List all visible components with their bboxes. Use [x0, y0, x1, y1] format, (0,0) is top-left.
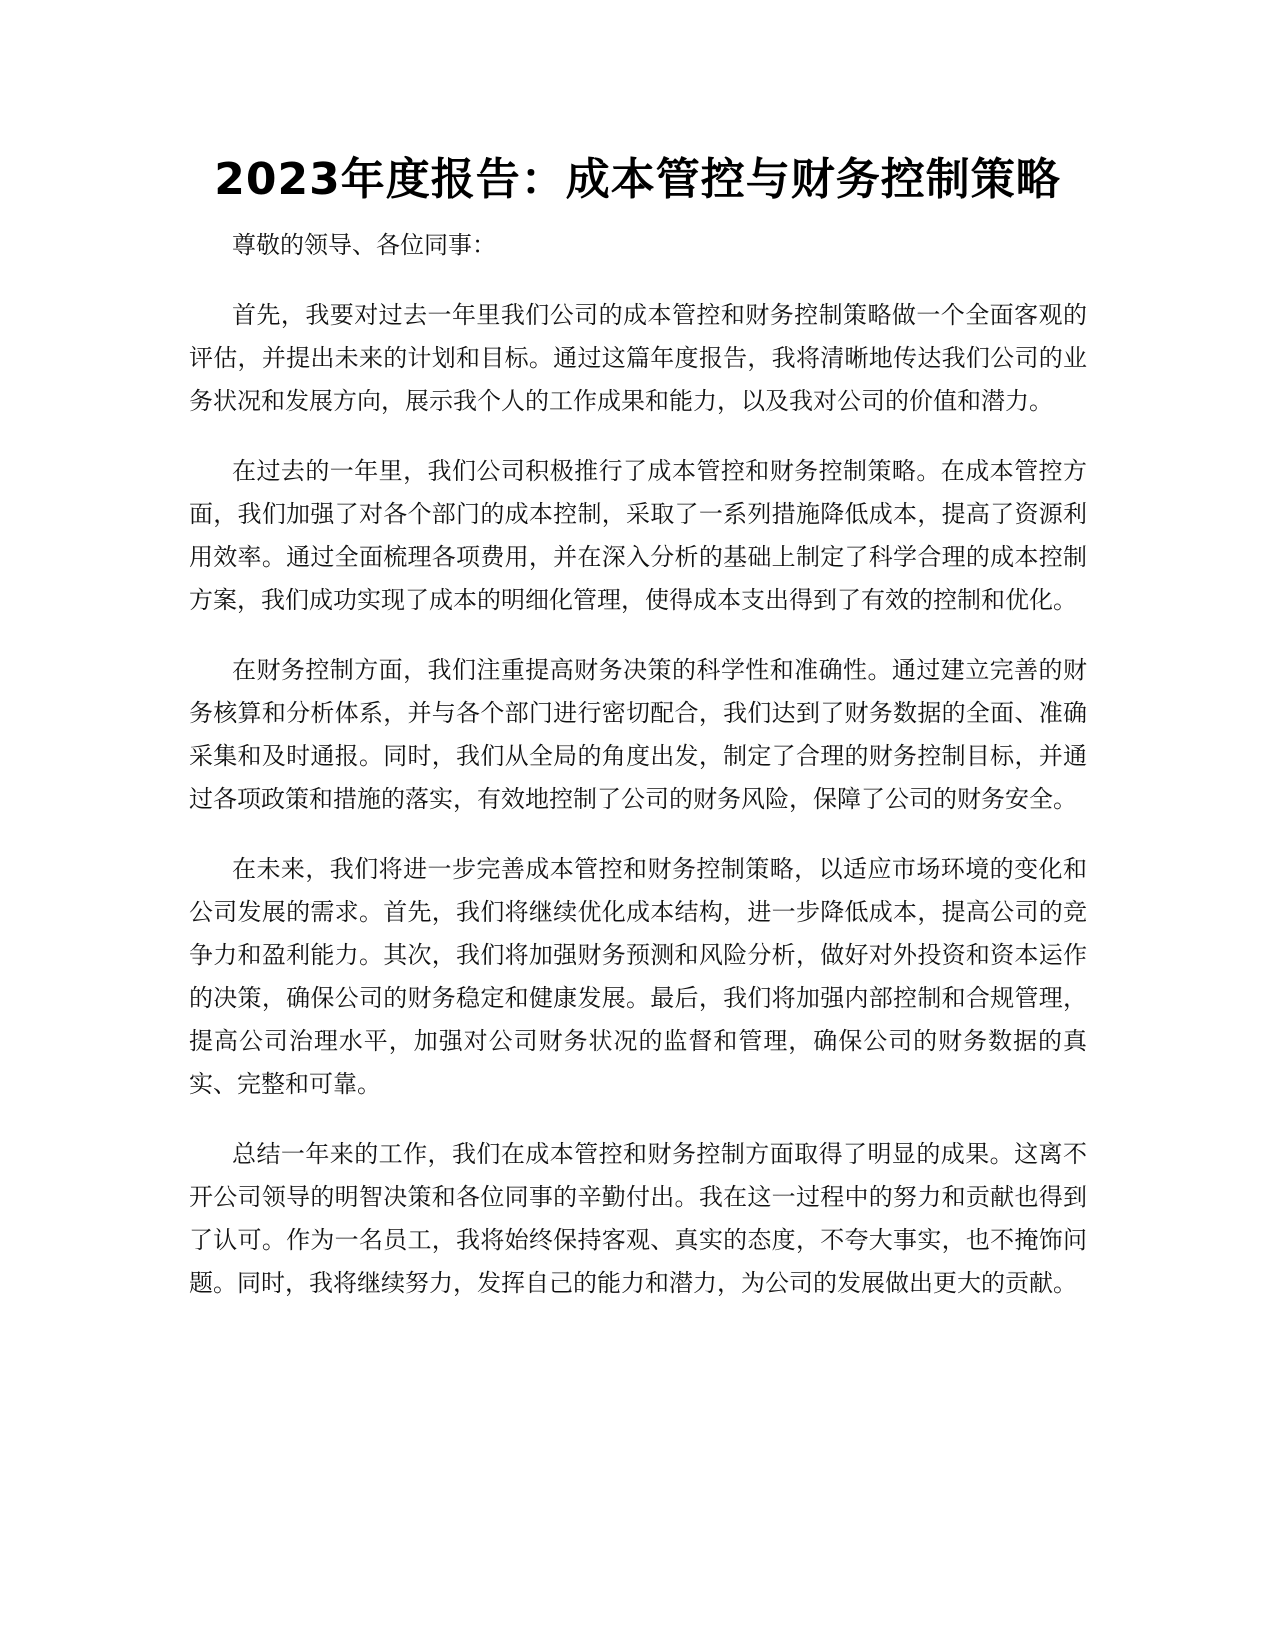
paragraph-intro: 首先，我要对过去一年里我们公司的成本管控和财务控制策略做一个全面客观的评估，并提出未来的计划和目标。通过这篇年度报告，我将清晰地传达我们公司的业务状况和发展方向，展示我个人的工作成果和能力，以及我对公司的价值和潜力。	[189, 301, 1087, 415]
salutation: 尊敬的领导、各位同事：	[232, 231, 496, 259]
paragraph-financial-control: 在财务控制方面，我们注重提高财务决策的科学性和准确性。通过建立完善的财务核算和分析体系，并与各个部门进行密切配合，我们达到了财务数据的全面、准确采集和及时通报。同时，我们从全局的角度出发，制定了合理的财务控制目标，并通过各项政策和措施的落实，有效地控制了公司的财务风险，保障了公司的财务安全。	[189, 656, 1087, 813]
paragraph-summary: 总结一年来的工作，我们在成本管控和财务控制方面取得了明显的成果。这离不开公司领导的明智决策和各位同事的辛勤付出。我在这一过程中的努力和贡献也得到了认可。作为一名员工，我将始终保持客观、真实的态度，不夸大事实，也不掩饰问题。同时，我将继续努力，发挥自己的能力和潜力，为公司的发展做出更大的贡献。	[189, 1140, 1087, 1297]
document-body	[189, 224, 1087, 1332]
paragraph-future-plans: 在未来，我们将进一步完善成本管控和财务控制策略，以适应市场环境的变化和公司发展的需求。首先，我们将继续优化成本结构，进一步降低成本，提高公司的竞争力和盈利能力。其次，我们将加强财务预测和风险分析，做好对外投资和资本运作的决策，确保公司的财务稳定和健康发展。最后，我们将加强内部控制和合规管理，提高公司治理水平，加强对公司财务状况的监督和管理，确保公司的财务数据的真实、完整和可靠。	[189, 855, 1087, 1098]
document-title: 2023年度报告：成本管控与财务控制策略	[214, 154, 1061, 205]
paragraph-cost-control: 在过去的一年里，我们公司积极推行了成本管控和财务控制策略。在成本管控方面，我们加强了对各个部门的成本控制，采取了一系列措施降低成本，提高了资源利用效率。通过全面梳理各项费用，并在深入分析的基础上制定了科学合理的成本控制方案，我们成功实现了成本的明细化管理，使得成本支出得到了有效的控制和优化。	[189, 457, 1087, 614]
